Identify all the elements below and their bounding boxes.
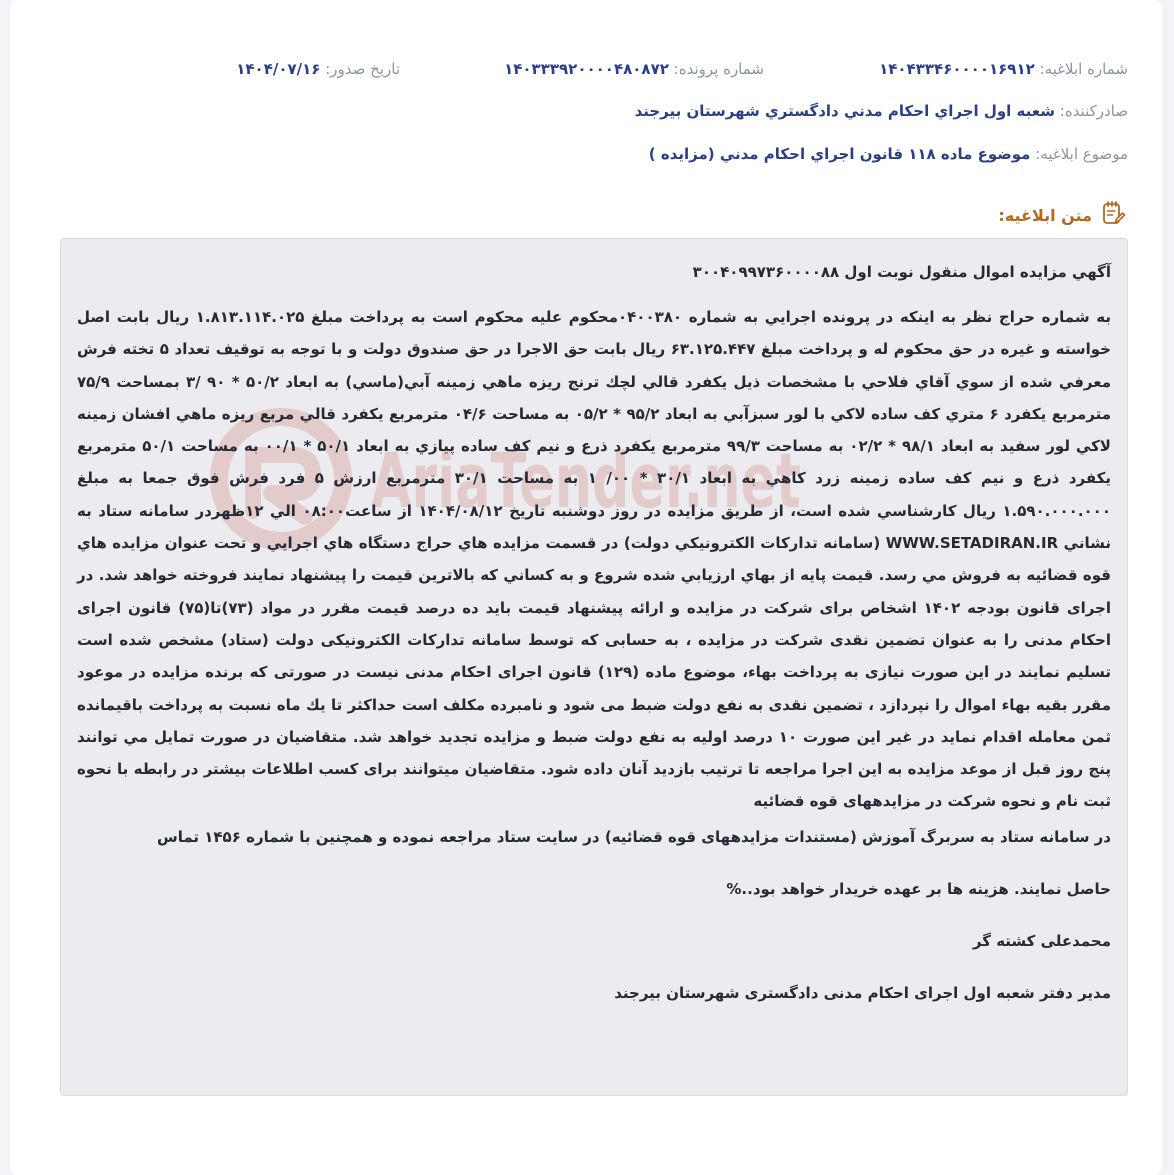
subject-value: موضوع ماده ۱۱۸ قانون اجراي احكام مدني (مزايده ) (648, 145, 1031, 163)
section-title (998, 200, 1126, 230)
notice-card (10, 0, 1162, 1175)
case-number-field (504, 60, 764, 78)
section-title-text: متن ابلاغیه: (998, 205, 1092, 225)
signer-name: محمدعلی کشته گر (972, 932, 1111, 950)
notice-body-paragraph: به شماره حراج نظر به اینکه در پرونده اجرايي به شماره ۰۴۰۰۳۸۰محکوم عليه محکوم است به پرداخت مبلغ ۱.۸۱۳.۱۱۴.۰۲۵ ريال بابت اصل خواسته و غيره در حق محکوم له و پرداخت مبلغ ۶۳.۱۲۵.۴۴۷ ريال بابت حق الاجرا در حق صندوق دولت و با توجه به توقيف تعداد ۵ تخته فرش معرفي شده از سوي آقاي فلاحي با مشخصات ذيل يكفرد قالي لچك ترنج ريزه ماهي زمينه آبي(ماسي) به ابعاد ۵۰/۲ * ۹۰ /۳ بمساحت ۷۵/۹ مترمربع يكفرد ۶ متري كف ساده لاكي با لور سبزآبي به ابعاد ۹۵/۲ * ۰۵/۲ به مساحت ۰۴/۶ مترمربع يكفرد قالي مربع ريزه ماهي افشان زمينه لاكي لور سفيد به ابعاد ۹۸/۱ * ۰۲/۲ به مساحت ۹۹/۳ مترمربع يكفرد ذرع و نيم كف ساده پيازي به ابعاد ۵۰/۱ * ۰۰/۱ به مساحت ۵۰/۱ مترمربع يكفرد ذرع و نيم كف ساده زمينه زرد كاهي به ابعاد ۳۰/۱ * ۰۰/ ۱ به مساحت ۳۰/۱ مترمربع ارزش ۵ فرد فرش فوق جمعا به مبلغ ۱.۵۹۰.۰۰۰.۰۰۰ ريال كارشناسي شده است، از طريق مزايده در روز دوشنبه تاريخ ۱۴۰۴/۰۸/۱۲ از ساعت۰۸:۰۰ الي ۱۲ظهردر سامانه ستاد به نشاني WWW.SETADIRAN.IR (سامانه تدارکات الکترونيکي دولت) در قسمت مزايده هاي حراج دستگاه هاي اجرايي و تحت عنوان مزايده هاي قوه قضائيه به فروش مي رسد. قيمت پايه از بهاي ارزيابي شده شروع و به کساني که بالاترين قيمت را پيشنهاد نمايند فروخته خواهد شد. در اجرای قانون بودجه ۱۴۰۲ اشخاص برای شرکت در مزایده و ارائه پیشنهاد قیمت باید ده درصد قیمت مقرر در مواد (۷۳)تا(۷۵) قانون اجرای احکام مدنی را به عنوان تضمین نقدی شرکت در مزایده ، به حسابی که توسط سامانه تدارکات الکترونیکی دولت (ستاد) مشخص شده است تسلیم نمایند در این صورت نیازی به پرداخت بهاء، موضوع ماده (۱۲۹) قانون اجرای احکام مدنی نیست در صورتی که برنده مزایده در موعود مقرر بقیه بهاء اموال را نپردازد ، تضمین نقدی به نفع دولت ضبط می شود و نامبرده مکلف است حداکثر تا یك ماه نسبت به پرداخت باقیمانده ثمن معامله اقدام نماید در غیر این صورت ۱۰ درصد اولیه به نفع دولت ضبط و مزایده تجدید خواهد شد. متقاضيان در صورت تمايل مي توانند پنج روز قبل از موعد مزايده به اين اجرا مراجعه تا ترتيب بازديد آنان داده شود. متقاضیان میتوانند برای کسب اطلاعات بیشتر در رابطه با نحوه ثبت نام و نحوه شرکت در مزایدههای قوه قضائیه (77, 308, 1112, 811)
notice-text-box (60, 238, 1128, 1096)
issue-date-value: ۱۴۰۴/۰۷/۱۶ (236, 60, 321, 78)
issue-date-label: تاریخ صدور: (325, 60, 400, 78)
document-pen-icon (1100, 200, 1126, 230)
issuer-value: شعبه اول اجراي احكام مدني دادگستري شهرستان بيرجند (634, 102, 1055, 120)
notice-heading: آگهي مزايده اموال منقول نوبت اول ۳۰۰۴۰۹۹۷۳۶۰۰۰۰۸۸ (692, 263, 1111, 281)
issuer-label: صادرکننده: (1059, 102, 1128, 120)
notice-number-field (879, 60, 1128, 78)
case-number-label: شماره پرونده: (673, 60, 764, 78)
issue-date-field (236, 60, 400, 78)
notice-number-value: ۱۴۰۴۳۳۴۶۰۰۰۰۱۶۹۱۲ (879, 60, 1035, 78)
notice-line-costs: حاصل نمایند. هزینه ها بر عهده خریدار خواهد بود..% (726, 880, 1111, 898)
signer-title: مدیر دفتر شعبه اول اجرای احکام مدنی دادگستری شهرستان بیرجند (614, 984, 1111, 1002)
svg-text:AriaTender.net: AriaTender.net (371, 436, 801, 525)
subject-label: موضوع ابلاغیه: (1035, 145, 1128, 163)
subject-field (649, 145, 1128, 163)
notice-number-label: شماره ابلاغیه: (1039, 60, 1128, 78)
issuer-field (635, 102, 1128, 120)
case-number-value: ۱۴۰۳۳۳۹۲۰۰۰۰۴۸۰۸۷۲ (504, 60, 669, 78)
notice-line-contact: در سامانه ستاد به سربرگ آموزش (مستندات مزایدههای قوه قضائیه) در سایت ستاد مراجعه نموده و همچنین با شماره ۱۴۵۶ تماس (157, 828, 1111, 846)
